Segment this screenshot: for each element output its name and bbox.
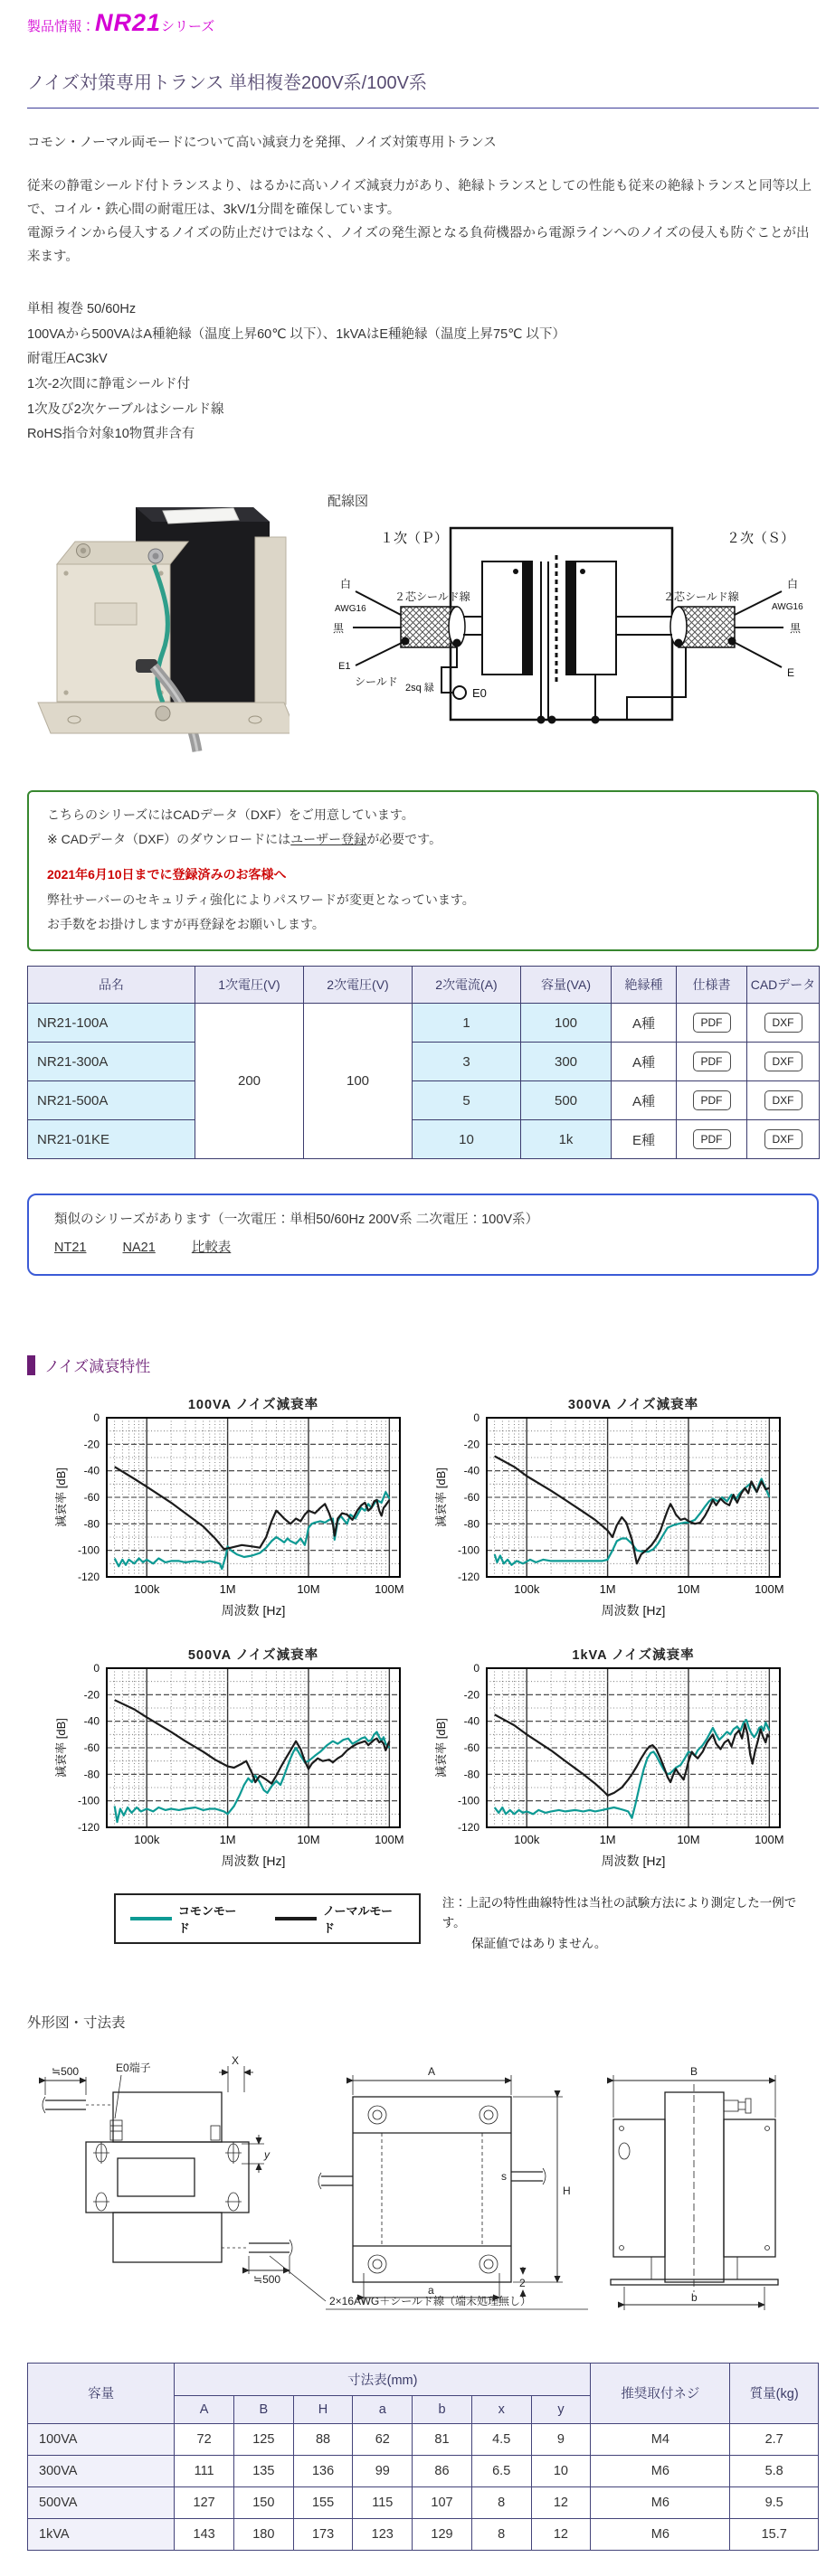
svg-text:-40: -40 <box>83 1464 100 1477</box>
capacity-label: 300VA <box>28 2455 175 2486</box>
media-row <box>27 487 819 763</box>
svg-text:10M: 10M <box>297 1582 320 1597</box>
dxf-button[interactable]: DXF <box>764 1013 802 1033</box>
spec-list <box>27 297 819 447</box>
dim-a: 123 <box>353 2518 413 2550</box>
svg-text:1M: 1M <box>599 1833 616 1847</box>
dim-2-label: 2 <box>519 2276 526 2289</box>
insulation-value: E種 <box>612 1120 677 1159</box>
svg-text:10M: 10M <box>677 1582 700 1597</box>
dim-A: 143 <box>175 2518 234 2550</box>
dim-y: 12 <box>531 2486 591 2518</box>
table-row <box>28 1120 820 1159</box>
dim-x: 8 <box>471 2518 531 2550</box>
dim-A-label: A <box>428 2064 436 2078</box>
normal-mode-swatch <box>275 1917 317 1920</box>
svg-text:-40: -40 <box>463 1714 479 1728</box>
dim-x: 4.5 <box>471 2423 531 2455</box>
screw-size: M6 <box>591 2518 730 2550</box>
section-bar <box>27 1355 35 1375</box>
note-line-2: 保証値ではありません。 <box>471 1936 607 1950</box>
capacity-label: 1kVA <box>28 2518 175 2550</box>
svg-text:周波数 [Hz]: 周波数 [Hz] <box>221 1603 286 1618</box>
svg-text:周波数 [Hz]: 周波数 [Hz] <box>221 1854 286 1869</box>
series-name: NR21 <box>95 9 162 36</box>
svg-text:100M: 100M <box>755 1582 784 1597</box>
secondary-current-value: 1 <box>413 1004 521 1043</box>
page-title: ノイズ対策専用トランス 単相複巻200V系/100V系 <box>27 68 819 109</box>
svg-text:-100: -100 <box>457 1543 479 1557</box>
left-white-label: 白 <box>340 577 352 590</box>
col-header-x: x <box>471 2395 531 2423</box>
breadcrumb-prefix: 製品情報： <box>27 19 96 34</box>
dim-H: 88 <box>293 2423 353 2455</box>
svg-text:-100: -100 <box>77 1794 100 1807</box>
dim-H: 155 <box>293 2486 353 2518</box>
screw-size: M6 <box>591 2455 730 2486</box>
svg-text:100k: 100k <box>514 1833 540 1847</box>
svg-text:0: 0 <box>93 1662 100 1675</box>
dim-A: 127 <box>175 2486 234 2518</box>
chart-note <box>442 1893 819 1954</box>
dim-y: 12 <box>531 2518 591 2550</box>
svg-text:0: 0 <box>473 1662 479 1675</box>
cad-line-4: お手数をお掛けしますが再登録をお願いします。 <box>47 916 325 931</box>
outline-drawings <box>27 2043 819 2325</box>
dimension-table <box>27 2363 819 2551</box>
chart-legend-row <box>114 1893 819 1954</box>
spec-item: 単相 複巻 50/60Hz <box>27 302 137 317</box>
wiring-diagram <box>315 512 821 745</box>
capacity-value: 300 <box>521 1043 612 1081</box>
dim-H: 136 <box>293 2455 353 2486</box>
secondary-voltage-value: 100 <box>304 1004 413 1159</box>
dim-b: 107 <box>413 2486 472 2518</box>
right-black-label: 黒 <box>790 621 802 635</box>
breadcrumb-suffix: シリーズ <box>161 19 215 34</box>
right-e-label: E <box>787 665 795 679</box>
wiring-diagram-block <box>315 487 821 750</box>
right-awg-label: AWG16 <box>772 601 803 612</box>
dim-a: 115 <box>353 2486 413 2518</box>
chart-1kva <box>431 1645 811 1886</box>
screw-size: M4 <box>591 2423 730 2455</box>
dim-y-label: y <box>264 2147 270 2161</box>
dim-s-label: s <box>501 2169 507 2183</box>
e0-terminal-label: E0端子 <box>116 2061 151 2074</box>
col-header-name: 品名 <box>28 967 195 1004</box>
svg-text:1M: 1M <box>599 1582 616 1597</box>
table-row <box>28 2486 819 2518</box>
insulation-value: A種 <box>612 1081 677 1120</box>
svg-text:-80: -80 <box>83 1517 100 1531</box>
cad-line-1: こちらのシリーズにはCADデータ（DXF）をご用意しています。 <box>47 807 414 822</box>
svg-text:減衰率 [dB]: 減衰率 [dB] <box>54 1718 68 1778</box>
col-header-H: H <box>293 2395 353 2423</box>
svg-text:-120: -120 <box>77 1821 100 1835</box>
dxf-button[interactable]: DXF <box>764 1090 802 1110</box>
link-comparison[interactable]: 比較表 <box>191 1240 232 1255</box>
dim-500-top: ≒500 <box>52 2064 80 2078</box>
col-header-primary-voltage: 1次電圧(V) <box>195 967 304 1004</box>
outline-heading: 外形図・寸法表 <box>27 2015 126 2031</box>
col-header-screw: 推奨取付ネジ <box>591 2363 730 2423</box>
insulation-value: A種 <box>612 1043 677 1081</box>
dxf-button[interactable]: DXF <box>764 1052 802 1071</box>
table-row <box>28 2518 819 2550</box>
col-header-cad-data: CADデータ <box>747 967 820 1004</box>
svg-text:1M: 1M <box>219 1582 236 1597</box>
description-line-1: 従来の静電シールド付トランスより、はるかに高いノイズ減衰力があり、絶縁トランスとしての性能も従来の絶縁トランスと同等以上で、コイル・鉄心間の耐電圧は、3kV/1分間を確保しています。 <box>27 179 812 218</box>
capacity-label: 100VA <box>28 2423 175 2455</box>
similar-series-text: 類似のシリーズがあります（一次電圧：単相50/60Hz 200V系 二次電圧：100V系） <box>54 1213 539 1228</box>
wiring-heading: 配線図 <box>328 493 369 509</box>
product-table <box>27 966 820 1159</box>
dim-a: 62 <box>353 2423 413 2455</box>
svg-text:100k: 100k <box>134 1582 160 1597</box>
cad-alert: 2021年6月10日までに登録済みのお客様へ <box>47 867 287 882</box>
attenuation-heading: ノイズ減衰特性 <box>44 1358 151 1376</box>
left-shield-label: シールド <box>355 675 398 688</box>
col-header-b: b <box>413 2395 472 2423</box>
svg-text:-80: -80 <box>83 1768 100 1781</box>
note-line-1: 注：上記の特性曲線特性は当社の試験方法により測定した一例です。 <box>441 1896 797 1930</box>
dim-a-label: a <box>428 2283 434 2297</box>
svg-text:0: 0 <box>93 1411 100 1425</box>
product-name: NR21-500A <box>28 1081 195 1120</box>
svg-text:100M: 100M <box>375 1833 404 1847</box>
dim-x: 6.5 <box>471 2455 531 2486</box>
left-cable-label: ２芯シールド線 <box>394 590 470 603</box>
svg-text:減衰率 [dB]: 減衰率 [dB] <box>434 1718 448 1778</box>
dim-B: 180 <box>233 2518 293 2550</box>
attenuation-charts <box>51 1394 819 1886</box>
col-header-capacity: 容量(VA) <box>521 967 612 1004</box>
cad-line-2-post: が必要です。 <box>366 831 442 846</box>
col-header-A: A <box>175 2395 234 2423</box>
svg-text:-20: -20 <box>463 1438 479 1451</box>
spec-item: 耐電圧AC3kV <box>27 352 108 367</box>
svg-text:-20: -20 <box>463 1688 479 1702</box>
svg-text:1M: 1M <box>219 1833 236 1847</box>
user-registration-link[interactable]: ユーザー登録 <box>290 831 367 846</box>
left-e1-label: E1 <box>338 660 351 672</box>
dim-b-label: b <box>691 2290 698 2304</box>
mass-value: 2.7 <box>730 2423 819 2455</box>
table-row <box>28 2455 819 2486</box>
svg-text:-20: -20 <box>83 1688 100 1702</box>
legend-normal-mode <box>275 1901 404 1936</box>
chart-300va <box>431 1394 811 1636</box>
dim-B: 125 <box>233 2423 293 2455</box>
dim-H: 173 <box>293 2518 353 2550</box>
spec-item: 1次-2次間に静電シールド付 <box>27 377 191 392</box>
dim-A: 111 <box>175 2455 234 2486</box>
secondary-current-value: 5 <box>413 1081 521 1120</box>
svg-text:-60: -60 <box>83 1741 100 1755</box>
green-wire-label: 2sq 緑 <box>405 682 434 694</box>
dim-x: 8 <box>471 2486 531 2518</box>
svg-text:100M: 100M <box>755 1833 784 1847</box>
svg-text:-20: -20 <box>83 1438 100 1451</box>
product-name: NR21-300A <box>28 1043 195 1081</box>
svg-text:500VA ノイズ減衰率: 500VA ノイズ減衰率 <box>187 1648 319 1664</box>
dim-y: 9 <box>531 2423 591 2455</box>
col-header-mass: 質量(kg) <box>730 2363 819 2423</box>
secondary-current-value: 3 <box>413 1043 521 1081</box>
table-row <box>28 2423 819 2455</box>
similar-series-links <box>54 1234 792 1261</box>
cad-line-2 <box>47 827 799 852</box>
svg-text:100M: 100M <box>375 1582 404 1597</box>
e0-label: E0 <box>472 685 487 700</box>
chart-500va <box>51 1645 431 1886</box>
mass-value: 15.7 <box>730 2518 819 2550</box>
dim-y: 10 <box>531 2455 591 2486</box>
legend-common-mode <box>130 1901 248 1936</box>
svg-text:100k: 100k <box>514 1582 540 1597</box>
col-header-capacity: 容量 <box>28 2363 175 2423</box>
pdf-button[interactable]: PDF <box>693 1129 731 1149</box>
svg-text:減衰率 [dB]: 減衰率 [dB] <box>434 1467 448 1527</box>
svg-text:-80: -80 <box>463 1517 479 1531</box>
svg-text:-60: -60 <box>463 1741 479 1755</box>
mass-value: 5.8 <box>730 2455 819 2486</box>
dim-b: 86 <box>413 2455 472 2486</box>
dim-B: 135 <box>233 2455 293 2486</box>
dim-B: 150 <box>233 2486 293 2518</box>
capacity-value: 100 <box>521 1004 612 1043</box>
right-cable-label: ２芯シールド線 <box>663 590 739 603</box>
dim-B-label: B <box>690 2064 698 2078</box>
svg-text:100k: 100k <box>134 1833 160 1847</box>
left-awg-label: AWG16 <box>335 603 366 614</box>
svg-text:0: 0 <box>473 1411 479 1425</box>
dims-header-row-1 <box>28 2363 819 2395</box>
capacity-value: 500 <box>521 1081 612 1120</box>
spec-item: 1次及び2次ケーブルはシールド線 <box>27 401 224 417</box>
svg-text:-60: -60 <box>83 1491 100 1505</box>
spec-item: 100VAから500VAはA種絶縁（温度上昇60℃ 以下）、1kVAはE種絶縁（温度上昇75℃ 以下） <box>27 326 565 342</box>
left-black-label: 黒 <box>333 621 345 635</box>
svg-text:-120: -120 <box>77 1571 100 1584</box>
dim-b: 81 <box>413 2423 472 2455</box>
capacity-label: 500VA <box>28 2486 175 2518</box>
dim-H-label: H <box>563 2184 571 2197</box>
product-name: NR21-100A <box>28 1004 195 1043</box>
svg-text:100VA ノイズ減衰率: 100VA ノイズ減衰率 <box>187 1398 319 1413</box>
cad-info-box <box>27 790 819 951</box>
dim-500-bottom: ≒500 <box>253 2272 281 2286</box>
col-header-spec-sheet: 仕様書 <box>677 967 747 1004</box>
svg-text:-40: -40 <box>463 1464 479 1477</box>
link-nt21[interactable]: NT21 <box>54 1240 87 1255</box>
dim-a: 99 <box>353 2455 413 2486</box>
svg-text:1kVA ノイズ減衰率: 1kVA ノイズ減衰率 <box>572 1648 695 1664</box>
col-header-B: B <box>233 2395 293 2423</box>
col-group-dimensions: 寸法表(mm) <box>175 2363 591 2395</box>
mass-value: 9.5 <box>730 2486 819 2518</box>
pdf-button[interactable]: PDF <box>693 1013 731 1033</box>
svg-text:-80: -80 <box>463 1768 479 1781</box>
svg-text:-40: -40 <box>83 1714 100 1728</box>
svg-text:10M: 10M <box>677 1833 700 1847</box>
legend-label: コモンモード <box>177 1904 237 1936</box>
table-row <box>28 1081 820 1120</box>
primary-voltage-value: 200 <box>195 1004 304 1159</box>
common-mode-swatch <box>130 1917 172 1920</box>
product-table-header-row <box>28 967 820 1004</box>
pdf-button[interactable]: PDF <box>693 1052 731 1071</box>
dxf-button[interactable]: DXF <box>764 1129 802 1149</box>
svg-text:-60: -60 <box>463 1491 479 1505</box>
dim-x-label: X <box>232 2053 240 2067</box>
breadcrumb <box>27 9 819 37</box>
pdf-button[interactable]: PDF <box>693 1090 731 1110</box>
table-row <box>28 1004 820 1043</box>
col-header-secondary-voltage: 2次電圧(V) <box>304 967 413 1004</box>
col-header-a: a <box>353 2395 413 2423</box>
legend-label: ノーマルモード <box>322 1904 394 1936</box>
attenuation-section-header <box>27 1354 819 1376</box>
dim-A: 72 <box>175 2423 234 2455</box>
svg-text:300VA ノイズ減衰率: 300VA ノイズ減衰率 <box>567 1398 699 1413</box>
secondary-current-value: 10 <box>413 1120 521 1159</box>
svg-text:-100: -100 <box>77 1543 100 1557</box>
secondary-label: ２次（Ｓ） <box>726 530 795 546</box>
similar-series-box <box>27 1194 819 1276</box>
chart-legend <box>114 1893 421 1944</box>
capacity-value: 1k <box>521 1120 612 1159</box>
table-row <box>28 1043 820 1081</box>
screw-size: M6 <box>591 2486 730 2518</box>
spec-item: RoHS指令対象10物質非含有 <box>27 427 195 442</box>
svg-text:-100: -100 <box>457 1794 479 1807</box>
insulation-value: A種 <box>612 1004 677 1043</box>
link-na21[interactable]: NA21 <box>122 1240 156 1255</box>
dim-b: 129 <box>413 2518 472 2550</box>
col-header-insulation: 絶縁種 <box>612 967 677 1004</box>
svg-text:10M: 10M <box>297 1833 320 1847</box>
svg-text:周波数 [Hz]: 周波数 [Hz] <box>601 1854 666 1869</box>
cable-note: 2×16AWG＋シールド線（端末処理無し） <box>329 2294 532 2307</box>
svg-text:周波数 [Hz]: 周波数 [Hz] <box>601 1603 666 1618</box>
description <box>27 175 819 269</box>
cad-line-2-pre: ※ CADデータ（DXF）のダウンロードには <box>47 831 291 846</box>
col-header-y: y <box>531 2395 591 2423</box>
primary-label: １次（Ｐ） <box>380 530 449 546</box>
right-white-label: 白 <box>787 577 799 590</box>
chart-100va <box>51 1394 431 1636</box>
svg-text:-120: -120 <box>457 1571 479 1584</box>
lead-paragraph: コモン・ノーマル両モードについて高い減衰力を発揮、ノイズ対策専用トランス <box>27 136 497 150</box>
product-name: NR21-01KE <box>28 1120 195 1159</box>
transformer-photo <box>27 487 299 763</box>
col-header-secondary-current: 2次電流(A) <box>413 967 521 1004</box>
svg-text:減衰率 [dB]: 減衰率 [dB] <box>54 1467 68 1527</box>
svg-text:-120: -120 <box>457 1821 479 1835</box>
description-line-2: 電源ラインから侵入するノイズの防止だけではなく、ノイズの発生源となる負荷機器から電源ラインへのノイズの侵入も防ぐことが出来ます。 <box>27 226 810 265</box>
cad-line-3: 弊社サーバーのセキュリティ強化によりパスワードが変更となっています。 <box>47 892 475 907</box>
